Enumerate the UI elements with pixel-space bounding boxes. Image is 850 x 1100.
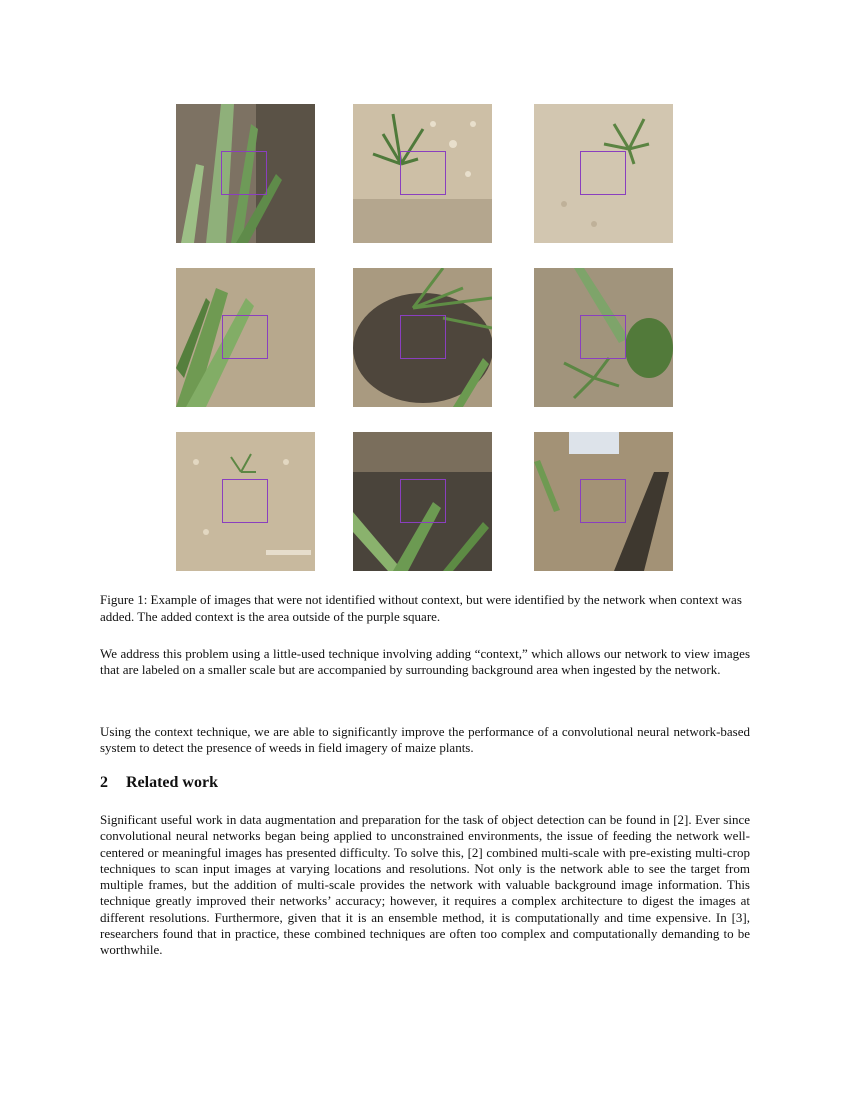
context-box (222, 479, 268, 523)
context-box (400, 151, 446, 195)
paragraph-context-intro: We address this problem using a little-used technique involving adding “context,” which allows our network to view images that are labeled on a smaller scale but are accompanied by surrounding background area when ingested by the network. (100, 646, 750, 678)
context-box (580, 315, 626, 359)
field-image-9 (534, 432, 673, 571)
context-box (222, 315, 268, 359)
field-image-1 (176, 104, 315, 243)
paragraph-context-results: Using the context technique, we are able to significantly improve the performance of a convolutional neural network-based system to detect the presence of weeds in field imagery of maize plants. (100, 724, 750, 756)
field-image-8 (353, 432, 492, 571)
context-box (400, 315, 446, 359)
field-image-7 (176, 432, 315, 571)
figure-caption: Figure 1: Example of images that were not identified without context, but were identified by the network when context was added. The added context is the area outside of the purple square. (100, 592, 742, 624)
context-box (221, 151, 267, 195)
section-heading (100, 774, 218, 792)
field-image-6 (534, 268, 673, 407)
context-box (580, 479, 626, 523)
field-image-2 (353, 104, 492, 243)
field-image-4 (176, 268, 315, 407)
section-title: Related work (126, 774, 218, 791)
section-number: 2 (100, 774, 108, 791)
paragraph-related-work: Significant useful work in data augmentation and preparation for the task of object detection can be found in [2]. Ever since convolutional neural networks began being applied to unconstrained environments, the issue of feeding the network well-centered or meaningful images has presented difficulty. To solve this, [2] combined multi-scale with pre-existing multi-crop techniques to scan input images at varying locations and resolutions. Not only is the network able to see the target from multiple frames, but the addition of multi-scale provides the network with valuable background image information. This technique greatly improved their networks’ accuracy; however, it requires a complex architecture to digest the images at different resolutions. Furthermore, given that it is an ensemble method, it is computationally and time expensive. In [3], researchers found that in practice, these combined techniques are often too complex and computationally demanding to be worthwhile. (100, 812, 750, 958)
field-image-3 (534, 104, 673, 243)
context-box (580, 151, 626, 195)
context-box (400, 479, 446, 523)
field-image-5 (353, 268, 492, 407)
